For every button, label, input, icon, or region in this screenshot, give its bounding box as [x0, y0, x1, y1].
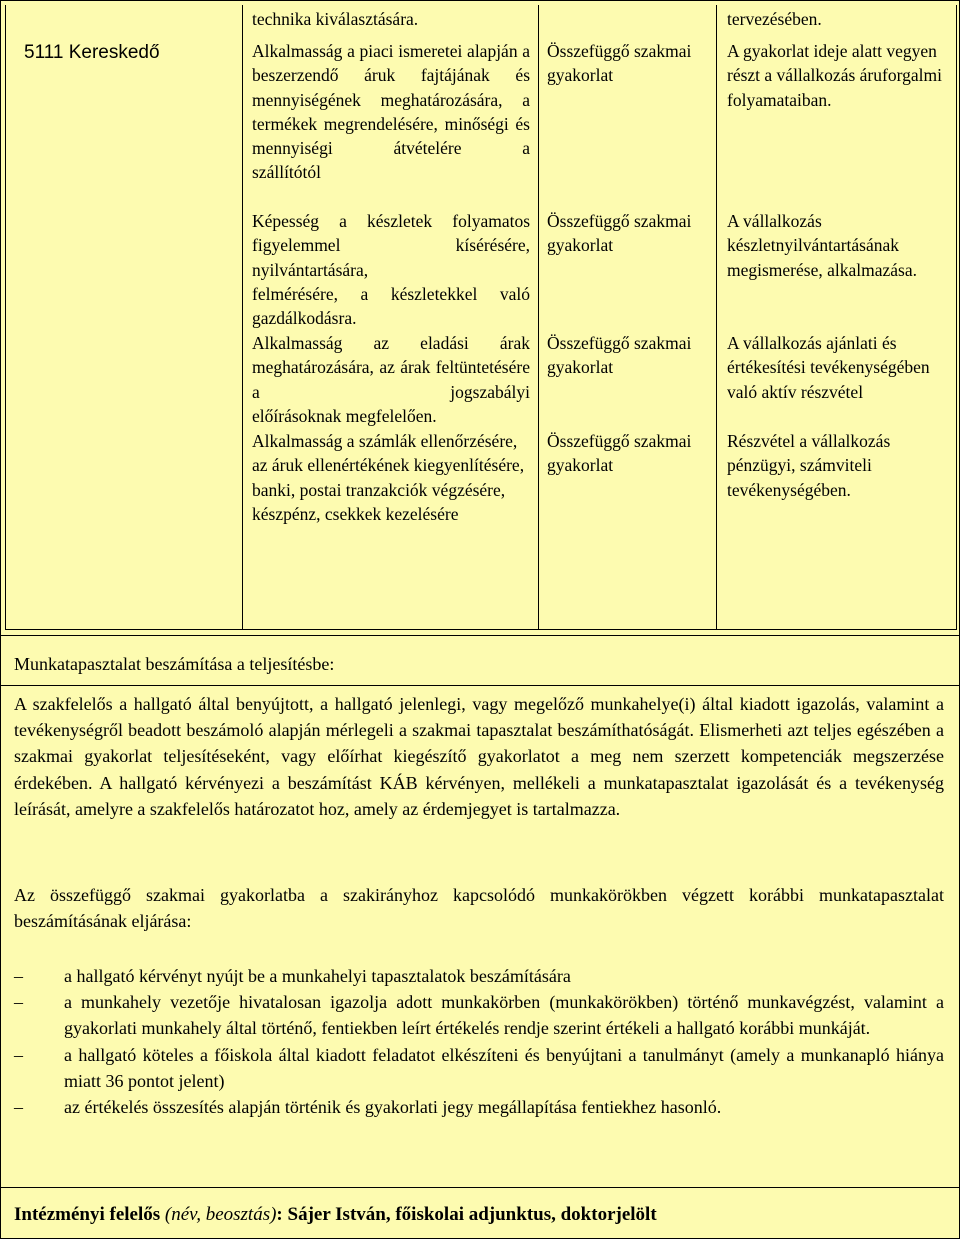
- list-item-text: a hallgató kérvényt nyújt be a munkahelyi tapasztalatok beszámítására: [64, 966, 571, 986]
- competence-line: meghatározására, a termékek: [252, 89, 530, 134]
- activity-cell: A vállalkozás ajánlati és értékesítési tevékenységében való aktív részvétel: [727, 333, 930, 402]
- section-divider: [1, 685, 959, 686]
- competence-cell: [252, 209, 530, 330]
- competence-fragment: technika kiválasztására.: [252, 9, 419, 29]
- competence-line: kísérésére, nyilvántartására,: [252, 235, 530, 280]
- competence-cell: [252, 331, 530, 428]
- competence-line: felmérésére, a készletekkel való gazdálkodásra.: [252, 283, 530, 329]
- competence-line: feltüntetésére a jogszabályi: [252, 357, 530, 402]
- practice-cell: Összefüggő szakmai gyakorlat: [547, 41, 692, 86]
- column-divider: [242, 5, 243, 630]
- competence-line: Alkalmasság az eladási árak: [252, 333, 530, 353]
- competence-cell: [252, 39, 530, 185]
- section-divider: [1, 1187, 959, 1188]
- dash-marker: –: [14, 1044, 23, 1065]
- competence-table: [5, 5, 957, 630]
- responsible-name: : Sájer István, főiskolai adjunktus, doktorjelölt: [276, 1204, 657, 1225]
- competence-line: folyamatos figyelemmel: [252, 211, 531, 256]
- table-bottom-border: [6, 629, 956, 630]
- procedure-intro: Az összefüggő szakmai gyakorlatba a szakirányhoz kapcsolódó munkakörökben végzett korábbi munkatapasztalat beszámításának eljárása:: [14, 885, 944, 932]
- competence-line: szállítótól: [252, 162, 322, 183]
- practice-cell: Összefüggő szakmai gyakorlat: [547, 333, 692, 378]
- section-heading: Munkatapasztalat beszámítása a teljesítésbe:: [14, 654, 335, 674]
- activity-cell: Részvétel a vállalkozás pénzügyi, számviteli tevékenységében.: [727, 431, 891, 500]
- activity-cell: A gyakorlat ideje alatt vegyen részt a vállalkozás áruforgalmi folyamataiban.: [727, 41, 942, 110]
- competence-line: Alkalmasság a piaci ismeretei: [252, 41, 463, 61]
- responsible-label: Intézményi felelős: [14, 1204, 161, 1225]
- competence-line: meghatározására, az árak: [252, 357, 431, 378]
- list-item: [14, 1094, 944, 1120]
- column-divider: [716, 5, 717, 630]
- activity-cell: A vállalkozás készletnyilvántartásának megismerése, alkalmazása.: [727, 211, 917, 280]
- list-item-text: a munkahely vezetője hivatalosan igazolja adott munkakörben (munkakörökben) történő munkavégzést, valamint a gyakorlati munkahely által történő, fentiekben leírt értékelés rendje szerint értékeli a hallgató korábbi munkáját.: [64, 992, 944, 1039]
- section-divider: [1, 635, 959, 636]
- column-divider: [538, 5, 539, 630]
- occupation-name: 5111 Kereskedő: [24, 42, 160, 63]
- competence-line: Képesség a készletek: [252, 211, 433, 231]
- procedure-list: [14, 963, 944, 1120]
- responsible-hint: (név, beosztás): [164, 1204, 277, 1225]
- competence-line: mennyiségi átvételére a: [252, 138, 530, 159]
- practice-cell: Összefüggő szakmai gyakorlat: [547, 211, 692, 256]
- dash-marker: –: [14, 966, 23, 986]
- institutional-responsible: [14, 1202, 944, 1228]
- competence-line: előírásoknak megfelelően.: [252, 405, 437, 426]
- competence-cell: Alkalmasság a számlák ellenőrzésére, az áruk ellenértékének kiegyenlítésére, banki, postai tranzakciók végzésére, készpénz, csekkek kezelésére: [252, 431, 525, 524]
- competence-line: fajtájának és mennyiségének: [252, 65, 531, 110]
- list-item: [14, 989, 944, 1041]
- dash-marker: –: [14, 1097, 23, 1118]
- activity-fragment: tervezésében.: [727, 9, 822, 29]
- competence-line: alapján a beszerzendő áruk: [252, 41, 531, 86]
- list-item: [14, 1042, 944, 1094]
- practice-cell: Összefüggő szakmai gyakorlat: [547, 431, 692, 476]
- list-item-text: az értékelés összesítés alapján történik és gyakorlati jegy megállapítása fentiekhez hasonló.: [64, 1097, 722, 1118]
- credit-paragraph: A szakfelelős a hallgató által benyújtott, a hallgató jelenlegi, vagy megelőző munkahelye(i) által kiadott igazolás, valamint a tevékenységről beadott beszámoló alapján mérlegeli a szakmai tapasztalat beszámíthatóságát. Elismerheti azt teljes egészében a szakmai gyakorlat teljesítéseként, vagy előírhat kiegészítő gyakorlatot a meg nem szerzett kompetenciák megszerzése érdekében. A hallgató kérvényezi a beszámítást KÁB kérvényen, mellékeli a munkatapasztalat igazolását és a tevékenység leírását, amelyre a szakfelelős határozatot hoz, amely az érdemjegyet is tartalmazza.: [14, 694, 944, 819]
- competence-line: megrendelésére, minőségi és: [323, 113, 530, 134]
- list-item: [14, 963, 944, 989]
- dash-marker: –: [14, 992, 23, 1013]
- list-item-text: a hallgató köteles a főiskola által kiadott feladatot elkészíteni és benyújtani a tanulmányt (amely a munkanapló hiánya miatt 36 pontot jelent): [64, 1044, 944, 1091]
